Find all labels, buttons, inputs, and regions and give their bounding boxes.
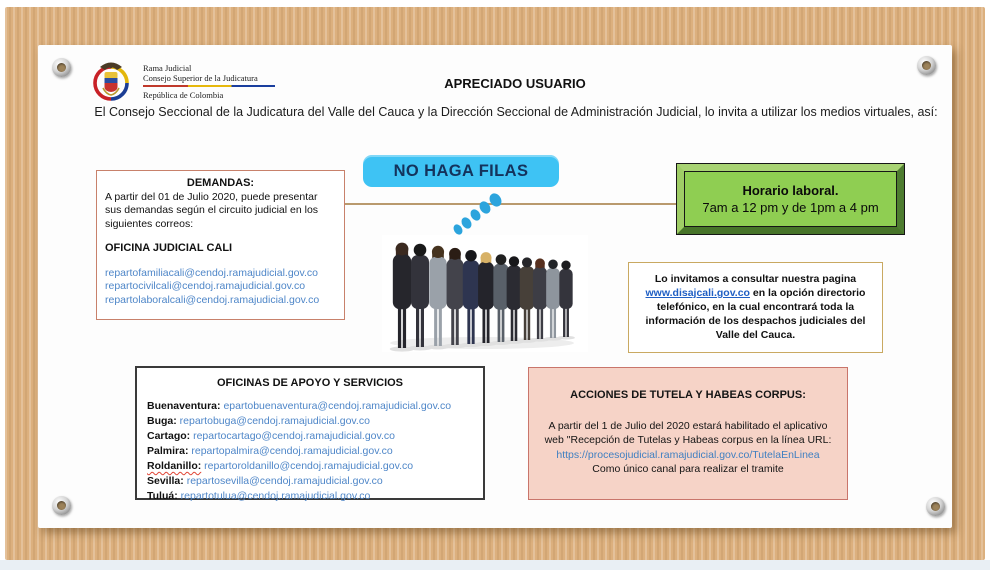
tutela-body: A partir del 1 de Julio del 2020 estará habilitado el aplicativo web "Recepción de Tutelas y Habeas corpus en la línea URL: xyxy=(544,419,832,446)
office-email-link[interactable]: repartopalmira@cendoj.ramajudicial.gov.co xyxy=(191,445,393,457)
queue-photo xyxy=(382,235,588,352)
email-link[interactable]: repartocivilcali@cendoj.ramajudicial.gov.co xyxy=(105,280,306,292)
disajcali-link[interactable]: www.disajcali.gov.co xyxy=(645,287,750,299)
demandas-heading: DEMANDAS: xyxy=(186,177,255,189)
grommet-icon xyxy=(917,56,936,75)
poster xyxy=(38,45,952,528)
consultar-text-1: Lo invitamos a consultar nuestra pagina xyxy=(654,273,857,285)
office-city: Roldanillo: xyxy=(147,460,202,472)
office-row xyxy=(147,489,473,504)
people-in-line-illustration xyxy=(382,235,588,352)
office-row xyxy=(147,399,473,414)
bottom-strip xyxy=(0,560,990,570)
grommet-icon xyxy=(52,496,71,515)
no-haga-filas-banner: NO HAGA FILAS xyxy=(363,155,559,187)
office-row xyxy=(147,474,473,489)
subtitle: El Consejo Seccional de la Judicatura del Valle del Cauca y la Dirección Seccional de Administración Judicial, lo invita a utilizar los medios virtuales, así: xyxy=(94,105,938,119)
office-email-link[interactable]: repartobuga@cendoj.ramajudicial.gov.co xyxy=(179,415,370,427)
horario-bevel xyxy=(677,164,904,234)
office-email-link[interactable]: repartoroldanillo@cendoj.ramajudicial.gov.co xyxy=(204,460,414,472)
demandas-email-list xyxy=(105,267,336,308)
horario-laboral-box xyxy=(676,163,905,235)
horario-line1: Horario laboral. xyxy=(742,183,839,198)
oficinas-box xyxy=(135,366,485,500)
office-row xyxy=(147,414,473,429)
office-email-link[interactable]: repartosevilla@cendoj.ramajudicial.gov.co xyxy=(186,475,383,487)
demandas-body: A partir del 01 de Julio 2020, puede presentar sus demandas según el circuito judicial en los siguientes correos: xyxy=(105,190,319,230)
office-city: Cartago: xyxy=(147,430,191,442)
grommet-icon xyxy=(926,497,945,516)
logo-line3: República de Colombia xyxy=(143,89,224,100)
email-link[interactable]: repartofamiliacali@cendoj.ramajudicial.gov.co xyxy=(105,266,318,279)
consultar-box xyxy=(628,262,883,353)
email-link[interactable]: repartolaboralcali@cendoj.ramajudicial.gov.co xyxy=(105,293,320,306)
office-email-link[interactable]: repartocartago@cendoj.ramajudicial.gov.co xyxy=(193,430,395,442)
office-city: Buenaventura: xyxy=(147,400,221,412)
horario-inner xyxy=(684,171,897,227)
page-title: APRECIADO USUARIO xyxy=(444,76,586,91)
office-row xyxy=(147,459,473,474)
connector-line xyxy=(345,203,678,205)
grommet-icon xyxy=(52,58,71,77)
consultar-text-2: en la opción directorio telefónico, en la cual encontrará toda la información de los despachos judiciales del Valle del Cauca. xyxy=(645,287,866,341)
office-row xyxy=(147,444,473,459)
tutela-heading: ACCIONES DE TUTELA Y HABEAS CORPUS: xyxy=(570,389,806,401)
office-email-link[interactable]: repartotulua@cendoj.ramajudicial.gov.co xyxy=(180,490,371,502)
office-city: Tuluá: xyxy=(147,490,178,502)
office-city: Sevilla: xyxy=(147,475,184,487)
logo-line2: Consejo Superior de la Judicatura xyxy=(143,72,258,83)
horario-line2: 7am a 12 pm y de 1pm a 4 pm xyxy=(702,200,879,215)
office-city: Buga: xyxy=(147,415,177,427)
office-row xyxy=(147,429,473,444)
tutela-en-linea-link[interactable]: https://procesojudicial.ramajudicial.gov.co/TutelaEnLinea xyxy=(556,448,820,461)
tutela-footer: Como único canal para realizar el tramite xyxy=(592,463,784,475)
tutela-box xyxy=(528,367,848,500)
demandas-box xyxy=(96,170,345,320)
oficina-judicial-cali-heading: OFICINA JUDICIAL CALI xyxy=(105,242,233,254)
logo-line1: Rama Judicial xyxy=(143,62,192,73)
office-city: Palmira: xyxy=(147,445,189,457)
oficinas-heading: OFICINAS DE APOYO Y SERVICIOS xyxy=(216,377,404,389)
office-email-link[interactable]: epartobuenaventura@cendoj.ramajudicial.gov.co xyxy=(223,400,452,412)
